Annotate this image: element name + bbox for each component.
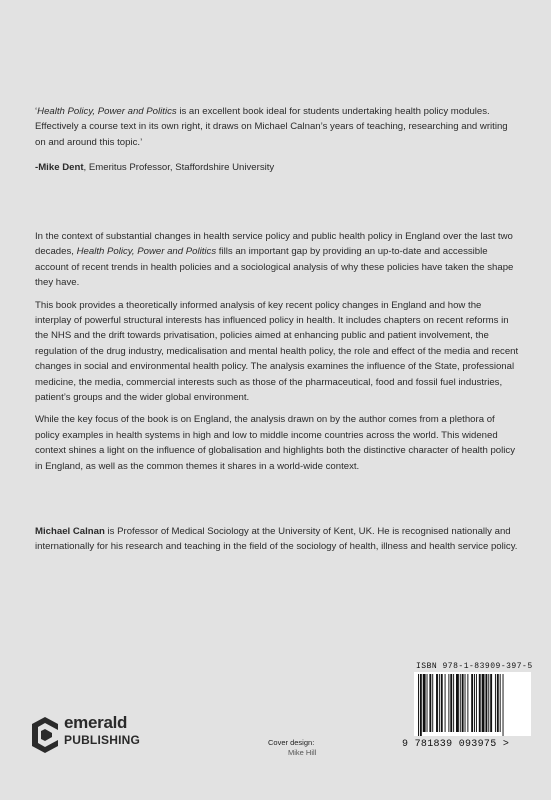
barcode-bar: [471, 674, 473, 732]
quote-book-title: Health Policy, Power and Politics: [37, 106, 177, 117]
cover-design-name: Mike Hill: [288, 748, 317, 757]
barcode-bar: [460, 674, 461, 732]
barcode-bar: [418, 674, 419, 736]
barcode-bar: [479, 674, 481, 732]
barcode-bar: [490, 674, 492, 732]
barcode-bar: [465, 674, 466, 732]
barcode-bar: [503, 674, 504, 736]
barcode-bar: [441, 674, 443, 732]
barcode-bar: [485, 674, 487, 732]
blurb: [35, 229, 520, 481]
barcode-bars: [414, 672, 531, 736]
barcode-bar: [500, 674, 501, 732]
author-bio: [35, 524, 520, 562]
blurb-p1-start: In the context of substantial changes in health service policy and public health policy in England over the last two decades,: [35, 231, 513, 258]
barcode-bar: [439, 674, 440, 732]
quote-attribution: [35, 160, 520, 182]
quote-body: is an excellent book ideal for students undertaking health policy modules. Effectively a course text in its own right, it draws on Michael Calnan’s years of teaching, researching and writing on and around this topic.’: [35, 106, 508, 148]
barcode-bar: [476, 674, 477, 732]
quote-text: [35, 104, 520, 150]
barcode-bar: [420, 674, 422, 736]
barcode-bar: [488, 674, 489, 732]
cover-design-label: Cover design:: [268, 738, 315, 747]
barcode-bar: [436, 674, 438, 732]
barcode-bar: [448, 674, 449, 732]
blurb-p1-title: Health Policy, Power and Politics: [76, 246, 217, 258]
barcode-bar: [429, 674, 431, 732]
barcode-bar: [495, 674, 496, 732]
barcode-bar: [423, 674, 426, 732]
barcode-bar: [432, 674, 433, 732]
barcode-bar: [467, 674, 468, 732]
barcode-bar: [497, 674, 499, 732]
barcode-digits: 9 781839 093975 >: [402, 739, 510, 750]
publisher-logo: [30, 713, 170, 758]
barcode-bar: [482, 674, 485, 732]
publisher-subname: PUBLISHING: [64, 733, 141, 747]
attribution-role: , Emeritus Professor, Staffordshire University: [83, 162, 275, 173]
endorsement-quote: [35, 104, 520, 157]
attribution-name: -Mike Dent: [35, 162, 84, 173]
barcode-bar: [445, 674, 446, 732]
blurb-paragraph-1: [35, 229, 520, 291]
blurb-paragraph-2: This book provides a theoretically informed analysis of key recent policy changes in England and how the interplay of powerful structural interests has influenced policy in health. It includes chapters on recent reforms in the NHS and the drift towards privatisation, policies aimed at enhancing public and patient involvement, the regulation of the drug industry, medicalisation and mental health policy, the role and effect of the media and recent changes in social and environmental health policy. The analysis examines the influence of the State, professional medicine, the media, commercial interests such as those of the pharmaceutical, food and fossil fuel industries, patient’s groups and the wider global environment.: [35, 299, 519, 404]
barcode-bar: [456, 674, 459, 732]
barcode-bar: [453, 674, 454, 732]
blurb-paragraph-3: While the key focus of the book is on England, the analysis drawn on by the author comes from a plethora of policy examples in health systems in high and low to middle income countries across the world. This widened context shines a light on the influence of globalisation and highlights both the distinctive character of health policy in England, as well as the common themes it shares in a world-wide context.: [35, 414, 515, 472]
barcode: [414, 672, 531, 736]
barcode-bar: [450, 674, 452, 732]
isbn-text: ISBN 978-1-83909-397-5: [416, 662, 533, 671]
publisher-name: emerald: [64, 713, 128, 732]
barcode-bar: [474, 674, 475, 732]
blurb-p1-end: fills an important gap by providing an up-to-date and accessible account of recent trends in health policies and a sociological analysis of why these policies have taken the shape they have.: [35, 246, 514, 289]
author-name: Michael Calnan: [35, 526, 105, 537]
barcode-bar: [462, 674, 464, 732]
quote-open-mark: ‘: [35, 106, 38, 117]
barcode-bar: [427, 674, 428, 732]
author-bio-text: is Professor of Medical Sociology at the University of Kent, UK. He is recognised nationally and internationally for his research and teaching in the field of the sociology of health, illness and health service policy.: [35, 526, 518, 553]
emerald-logo-icon: [30, 715, 60, 755]
